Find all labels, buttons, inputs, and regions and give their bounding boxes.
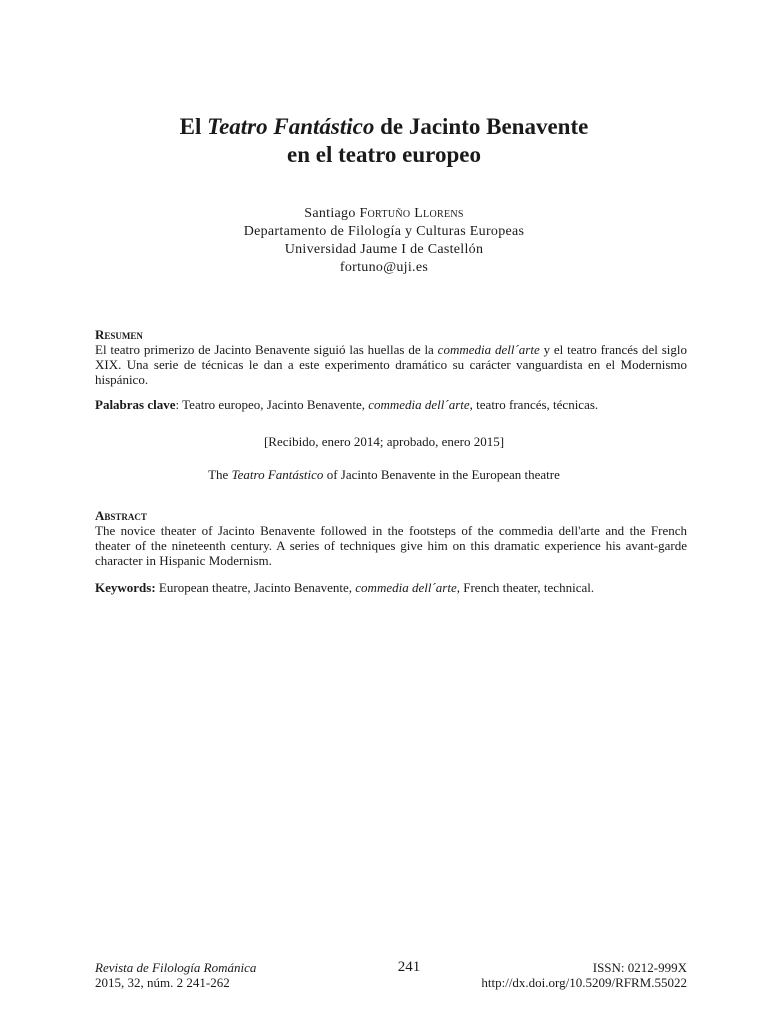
palabras-clave: Palabras clave: Teatro europeo, Jacinto Benavente, commedia dell´arte, teatro francés, técnicas.	[95, 397, 599, 412]
abstract-section	[95, 508, 687, 568]
title-line-2: en el teatro europeo	[287, 142, 481, 167]
article-title	[0, 113, 768, 169]
journal-name: Revista de Filología Románica	[95, 960, 257, 975]
footer-identifiers	[481, 960, 687, 990]
resumen-text: El teatro primerizo de Jacinto Benavente siguió las huellas de la commedia dell´arte y el teatro francés del siglo XIX. Una serie de técnicas le dan a este experimento dramático su carácter vanguardista en el Modernismo hispánico.	[95, 342, 687, 387]
author-name: Santiago Fortuño Llorens	[304, 206, 464, 221]
author-department: Departamento de Filología y Culturas Europeas	[243, 224, 525, 239]
resumen-section	[95, 327, 687, 387]
journal-volume: 2015, 32, núm. 2 241-262	[95, 975, 230, 990]
author-block	[0, 205, 768, 277]
resumen-heading: Resumen	[95, 327, 143, 342]
footer-journal	[95, 960, 256, 990]
keywords: Keywords: European theatre, Jacinto Benavente, commedia dell´arte, French theater, technical.	[95, 580, 595, 595]
doi-link[interactable]: http://dx.doi.org/10.5209/RFRM.55022	[481, 975, 687, 990]
title-italic: Teatro Fantástico	[207, 114, 375, 139]
page-number: 241	[397, 959, 421, 975]
abstract-heading: Abstract	[95, 508, 147, 523]
author-university: Universidad Jaume I de Castellón	[284, 242, 484, 257]
received-dates: [Recibido, enero 2014; aprobado, enero 2015]	[263, 434, 505, 449]
title-line-1: El Teatro Fantástico de Jacinto Benavente	[179, 114, 589, 139]
english-title: The Teatro Fantástico of Jacinto Benavente in the European theatre	[208, 467, 560, 482]
author-email: fortuno@uji.es	[339, 260, 429, 275]
abstract-text: The novice theater of Jacinto Benavente followed in the footsteps of the commedia dell'arte and the French theater of the nineteenth century. A series of techniques give him on this dramatic experience his avant-garde character in Hispanic Modernism.	[95, 523, 687, 568]
issn: ISSN: 0212-999X	[592, 960, 687, 975]
